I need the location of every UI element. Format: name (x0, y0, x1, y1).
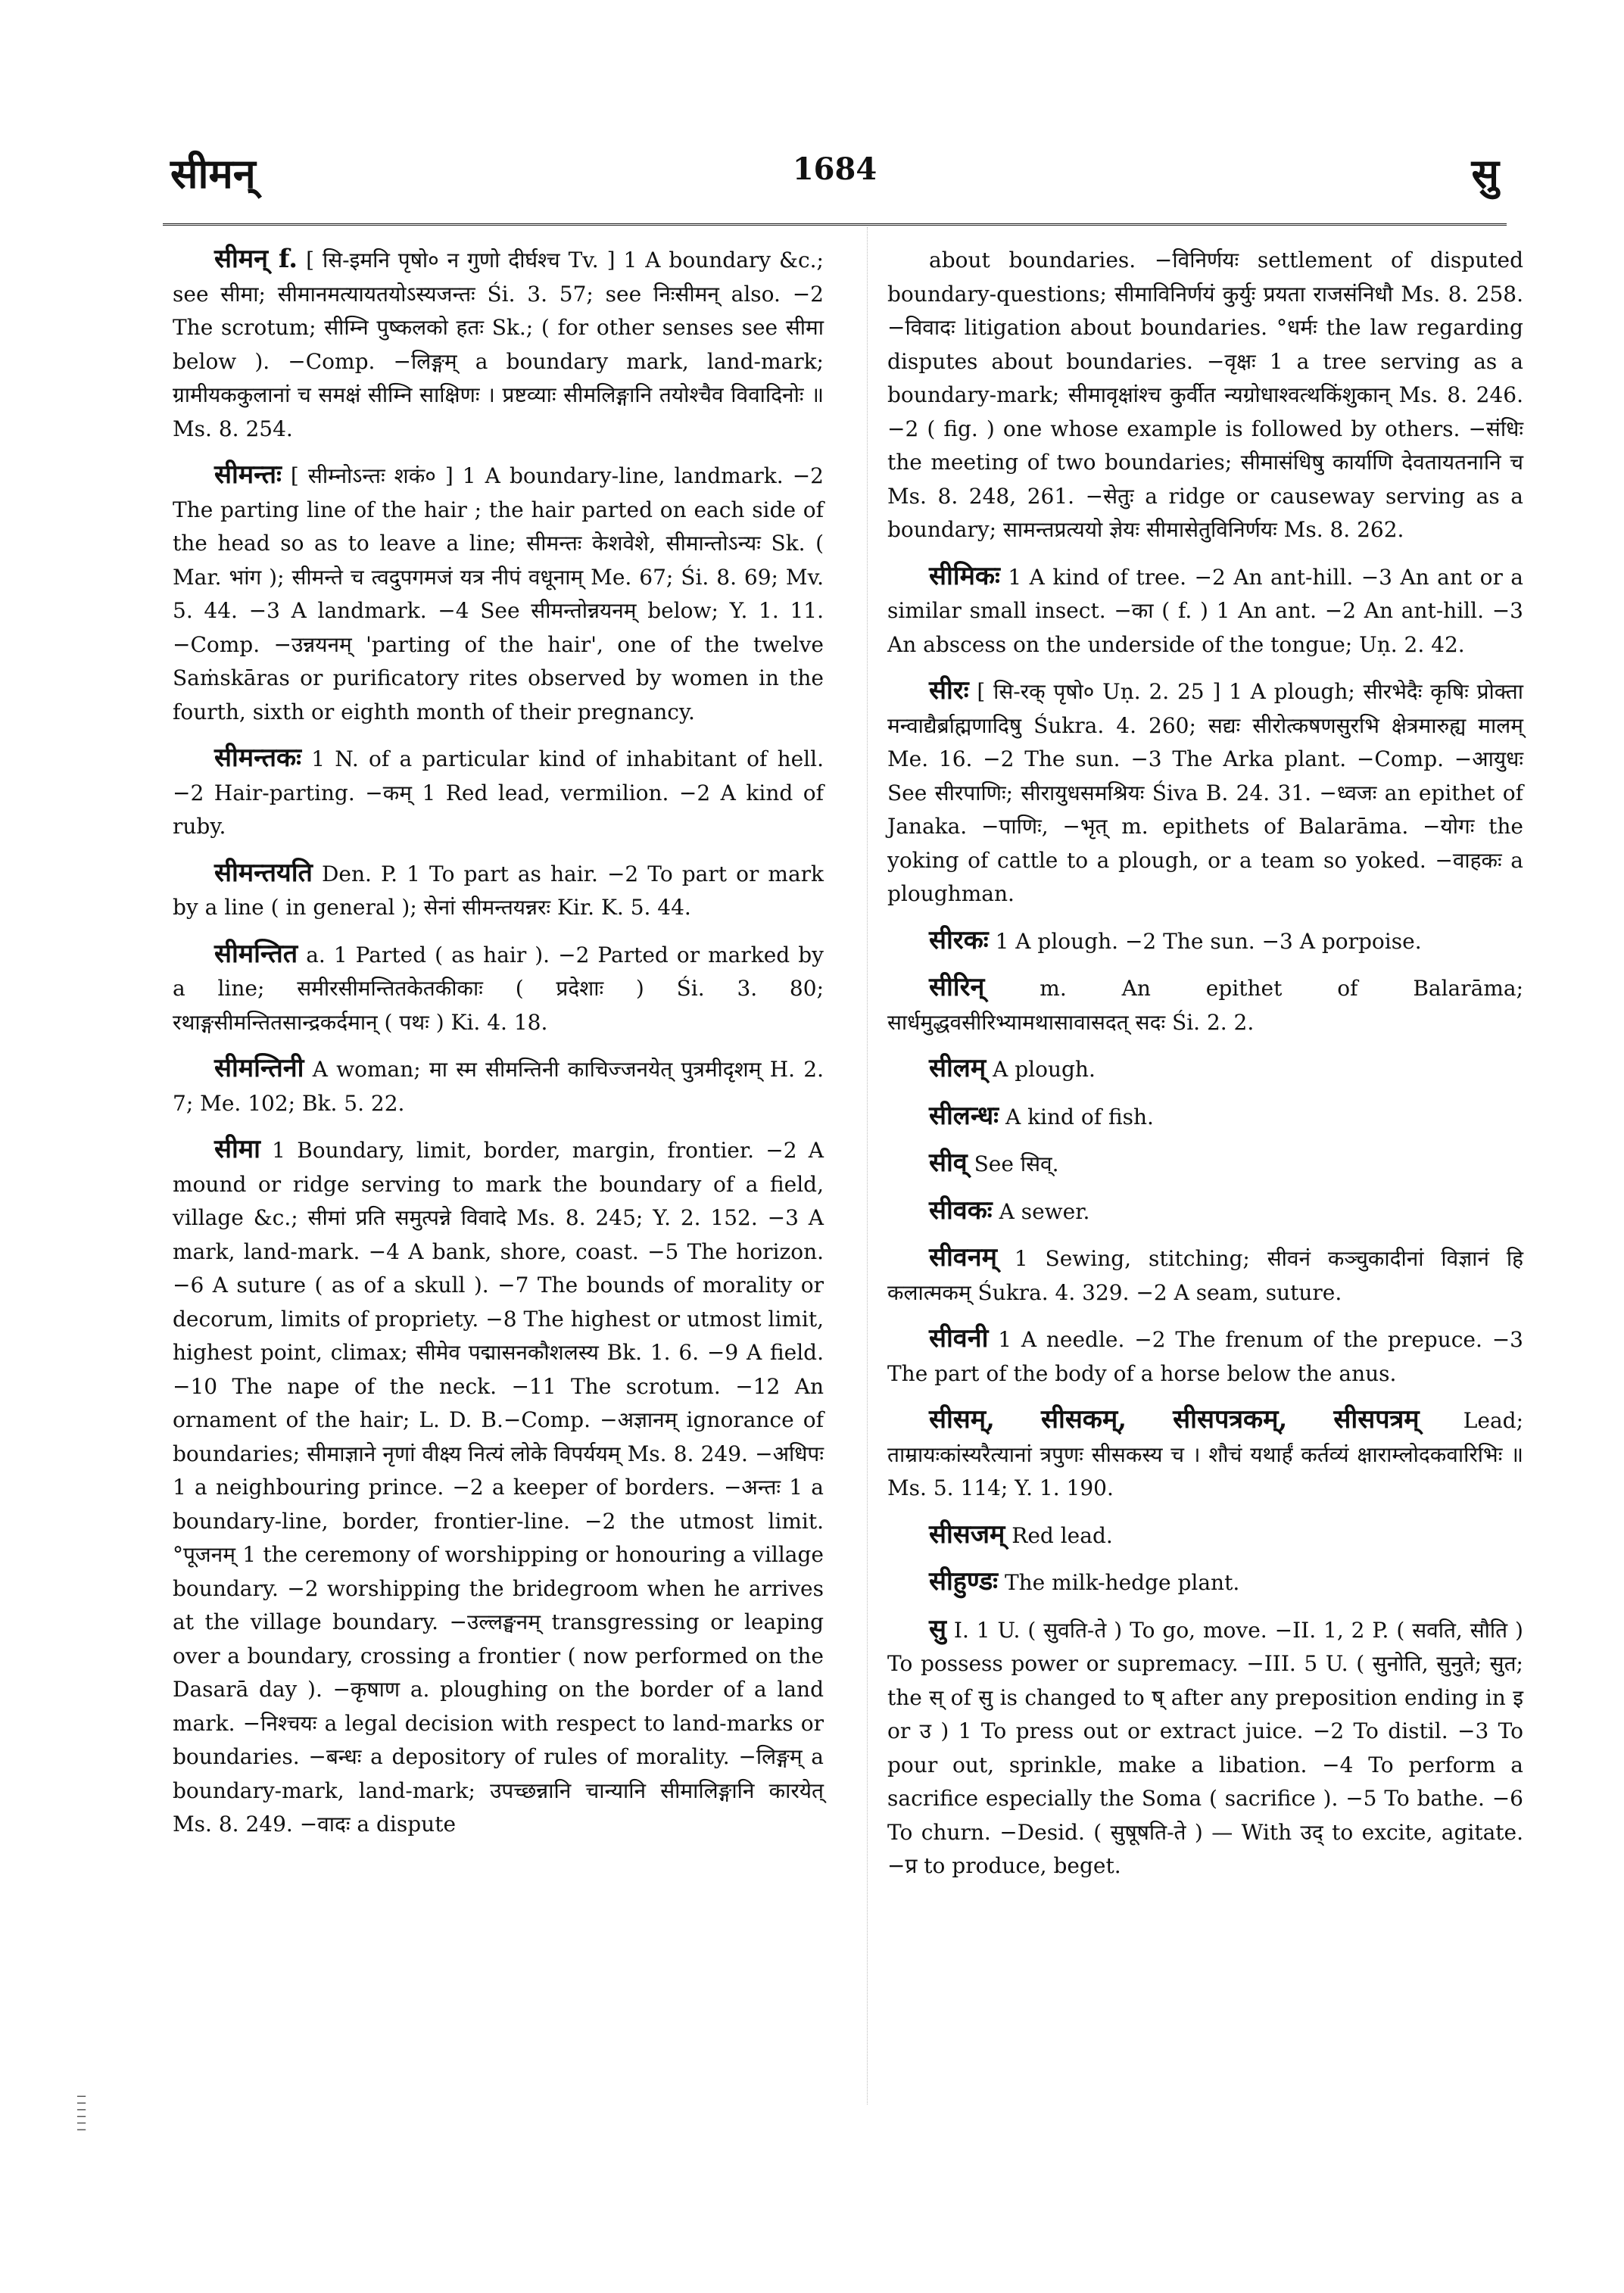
entry-definition: [ सि-रक् पृषो० Uṇ. 2. 25 ] 1 A plough; सीरभेदैः कृषिः प्रोक्ता मन्वाद्यैर्ब्राह्मणादिषु Śukra. 4. 260; सद्यः सीरोत्कषणसुरभि क्षेत्रमारुह्य मालम् Me. 16. −2 The sun. −3 The Arka plant. −Comp. −आयुधः See सीरपाणिः; सीरायुधसमश्रियः Śiva B. 24. 31. −ध्वजः an epithet of Janaka. −पाणिः, −भृत् m. epithets of Balarāma. −योगः the yoking of cattle to a plough, or a team so yoked. −वाहकः a ploughman. (887, 679, 1524, 906)
entry-definition: Red lead. (1011, 1522, 1113, 1548)
entry-definition: A woman; मा स्म सीमन्तिनी काचिज्जनयेत् पुत्रमीदृशम् H. 2. 7; Me. 102; Bk. 5. 22. (173, 1057, 824, 1116)
entry-headword: सीमा (214, 1134, 260, 1164)
entry-headword: सीरः (929, 675, 969, 706)
entry-definition: A sewer. (999, 1198, 1090, 1224)
entry-headword: सीरकः (929, 924, 989, 955)
dictionary-entry (887, 1518, 1523, 1553)
dictionary-entry (173, 1132, 824, 1842)
entry-headword: सीहुण्डः (929, 1566, 999, 1597)
page-number: 1684 (792, 151, 877, 187)
entry-definition: about boundaries. −विनिर्णयः settlement of disputed boundary-questions; सीमाविनिर्णयं कुर्युः प्रयता राजसंनिधौ Ms. 8. 258. −विवादः litigation about boundaries. °धर्मः the law regarding disputes about boundaries. −वृक्षः 1 a tree serving as a boundary-mark; सीमावृक्षांश्च कुर्वीत न्यग्रोधाश्वत्थकिंशुकान् Ms. 8. 246. −2 ( fig. ) one whose example is followed by others. −संधिः the meeting of two boundaries; सीमासंधिषु कार्याणि देवतायतनानि च Ms. 8. 248, 261. −सेतुः a ridge or causeway serving as a boundary; सामन्तप्रत्ययो ज्ञेयः सीमासेतुविनिर्णयः Ms. 8. 262. (887, 248, 1523, 542)
entry-definition: m. An epithet of Balarāma; सार्धमुद्धवसीरिभ्यामथासावासदत् सदः Śi. 2. 2. (887, 976, 1524, 1035)
dictionary-entry (887, 559, 1523, 662)
entry-headword: सीव् (929, 1148, 968, 1178)
entry-definition: Den. P. 1 To part as hair. −2 To part or mark by a line ( in general ); सेनां सीमन्तयन्नरः Kir. K. 5. 44. (173, 861, 824, 920)
dictionary-entry (887, 1099, 1523, 1135)
entry-headword: सीलन्धः (929, 1100, 999, 1131)
entry-definition: [ सीम्नोऽन्तः शकं० ] 1 A boundary-line, landmark. −2 The parting line of the hair ; the hair parted on each side of the head so as to leave a line; सीमन्तः केशवेशे, सीमान्तोऽन्यः Sk. ( Mar. भांग ); सीमन्ते च त्वदुपगमजं यत्र नीपं वधूनाम् Me. 67; Śi. 8. 69; Mv. 5. 44. −3 A landmark. −4 See सीमन्तोन्नयनम् below; Y. 1. 11. −Comp. −उन्नयनम् 'parting of the hair', one of the twelve Saṁskāras or purificatory rites observed by women in the fourth, sixth or eighth month of their pregnancy. (173, 463, 824, 724)
entry-definition: 1 A needle. −2 The frenum of the prepuce. −3 The part of the body of a horse below the anus. (887, 1327, 1523, 1386)
page-header (170, 144, 1499, 212)
dictionary-entry (887, 1612, 1523, 1883)
entry-headword: सीमन्तकः (214, 743, 301, 773)
column-divider (867, 227, 868, 2105)
header-left-guideword: सीमन् (170, 149, 256, 198)
entry-headword: सीमन्तयति (214, 857, 313, 888)
entry-definition: A kind of fish. (1005, 1104, 1154, 1129)
entry-definition: 1 A kind of tree. −2 An ant-hill. −3 An ant or a similar small insect. −का ( f. ) 1 An ant. −2 An ant-hill. −3 An abscess on the underside of the tongue; Uṇ. 2. 42. (887, 564, 1523, 657)
entry-definition: 1 Boundary, limit, border, margin, frontier. −2 A mound or ridge serving to mark the boundary of a field, village &c.; सीमां प्रति समुत्पन्ने विवादे Ms. 8. 245; Y. 2. 152. −3 A mark, land-mark. −4 A bank, shore, coast. −5 The horizon. −6 A suture ( as of a skull ). −7 The bounds of morality or decorum, limits of propriety. −8 The highest or utmost limit, highest point, climax; सीमेव पद्मासनकौशलस्य Bk. 1. 6. −9 A field. −10 The nape of the neck. −11 The scrotum. −12 An ornament of the hair; L. D. B.−Comp. −अज्ञानम् ignorance of boundaries; सीमाज्ञाने नृणां वीक्ष्य नित्यं लोके विपर्ययम् Ms. 8. 249. −अधिपः 1 a neighbouring prince. −2 a keeper of borders. −अन्तः 1 a boundary-line, border, frontier-line. −2 the utmost limit. °पूजनम् 1 the ceremony of worshipping or honouring a village boundary. −2 worshipping the bridegroom when he arrives at the village boundary. −उल्लङ्घनम् transgressing or leaping over a boundary, crossing a frontier ( now performed on the Dasarā day ). −कृषाण a. ploughing on the border of a land mark. −निश्चयः a legal decision with respect to land-marks or boundaries. −बन्धः a depository of rules of morality. −लिङ्गम् a boundary-mark, land-mark; उपच्छन्नानि चान्यानि सीमालिङ्गानि कारयेत् Ms. 8. 249. −वादः a dispute (173, 1138, 824, 1837)
entry-definition: Lead; ताम्रायःकांस्यरैत्यानां त्रपुणः सीसकस्य च । शौचं यथार्हं कर्तव्यं क्षाराम्लोदकवारिभिः ॥ Ms. 5. 114; Y. 1. 190. (887, 1408, 1523, 1500)
entry-headword: सीमन् f. (214, 244, 298, 274)
right-column (887, 242, 1523, 1896)
entry-headword: सीवकः (929, 1195, 993, 1226)
left-column (173, 242, 824, 1854)
dictionary-entry (173, 242, 824, 446)
entry-headword: सीवनी (929, 1323, 989, 1354)
dictionary-entry (173, 856, 824, 925)
entry-definition: a. 1 Parted ( as hair ). −2 Parted or marked by a line; समीरसीमन्तितकेतकीकाः ( प्रदेशाः ) Śi. 3. 80; रथाङ्गसीमन्तितसान्द्रकर्दमान् ( पथः ) Ki. 4. 18. (173, 942, 824, 1035)
dictionary-entry (887, 1194, 1523, 1229)
entry-headword: सीमन्तिनी (214, 1053, 304, 1083)
entry-definition: See सिव्. (974, 1151, 1059, 1176)
entry-definition: 1 N. of a particular kind of inhabitant of hell. −2 Hair-parting. −कम् 1 Red lead, vermilion. −2 A kind of ruby. (173, 746, 824, 839)
entry-headword: सीमिकः (929, 560, 1000, 591)
entry-definition: The milk-hedge plant. (1004, 1570, 1240, 1595)
dictionary-entry (173, 458, 824, 729)
margin-mark: ।।।।।। (73, 2093, 89, 2133)
entry-definition: 1 Sewing, stitching; सीवनं कञ्चुकादीनां विज्ञानं हि कलात्मकम् Śukra. 4. 329. −2 A seam, suture. (887, 1246, 1523, 1305)
entry-definition: I. 1 U. ( सुवति-ते ) To go, move. −II. 1, 2 P. ( सवति, सौति ) To possess power or supremacy. −III. 5 U. ( सुनोति, सुनुते; सुत; the स् of सु is changed to ष् after any preposition ending in इ or उ ) 1 To press out or extract juice. −2 To distil. −3 To pour out, sprinkle, make a libation. −4 To perform a sacrifice especially the Soma ( sacrifice ). −5 To bathe. −6 To churn. −Desid. ( सुषूषति-ते ) — With उद् to excite, agitate. −प्र to produce, beget. (887, 1617, 1523, 1878)
entry-headword: सीरिन् (929, 972, 985, 1002)
entry-definition: [ सि-इमनि पृषो० न गुणो दीर्घश्च Tv. ] 1 A boundary &c.; see सीमा; सीमानमत्यायतयोऽस्यजन्तः Śi. 3. 57; see निःसीमन् also. −2 The scrotum; सीम्नि पुष्कलको हतः Sk.; ( for other senses see सीमा below ). −Comp. −लिङ्गम् a boundary mark, land-mark; ग्रामीयककुलानां च समक्षं सीम्नि साक्षिणः । प्रष्टव्याः सीमलिङ्गानि तयोश्चैव विवादिनोः ॥ Ms. 8. 254. (173, 248, 824, 441)
dictionary-entry (887, 1565, 1523, 1600)
dictionary-entry (887, 1241, 1523, 1310)
entry-definition: 1 A plough. −2 The sun. −3 A porpoise. (995, 928, 1422, 954)
entry-headword: सीमन्तः (214, 460, 282, 490)
dictionary-entry (887, 1146, 1523, 1182)
header-rule (163, 223, 1507, 226)
dictionary-entry (887, 924, 1523, 959)
dictionary-entry (173, 937, 824, 1040)
dictionary-entry (173, 741, 824, 844)
header-right-guideword: सु (1471, 149, 1499, 198)
dictionary-entry (887, 242, 1523, 547)
dictionary-entry (887, 970, 1523, 1039)
dictionary-entry (887, 1322, 1523, 1391)
entry-headword: सीसजम् (929, 1519, 1005, 1550)
entry-headword: सीवनम् (929, 1242, 997, 1273)
entry-headword: सीसम्, सीसकम्, सीसपत्रकम्, सीसपत्रम् (929, 1404, 1420, 1435)
entry-headword: सीमन्तित (214, 938, 298, 969)
dictionary-entry (173, 1051, 824, 1120)
entry-headword: सीलम् (929, 1053, 987, 1083)
entry-headword: सु (929, 1613, 946, 1644)
dictionary-entry (887, 674, 1523, 911)
dictionary-entry (887, 1051, 1523, 1087)
entry-definition: A plough. (993, 1057, 1096, 1082)
dictionary-entry (887, 1403, 1523, 1506)
